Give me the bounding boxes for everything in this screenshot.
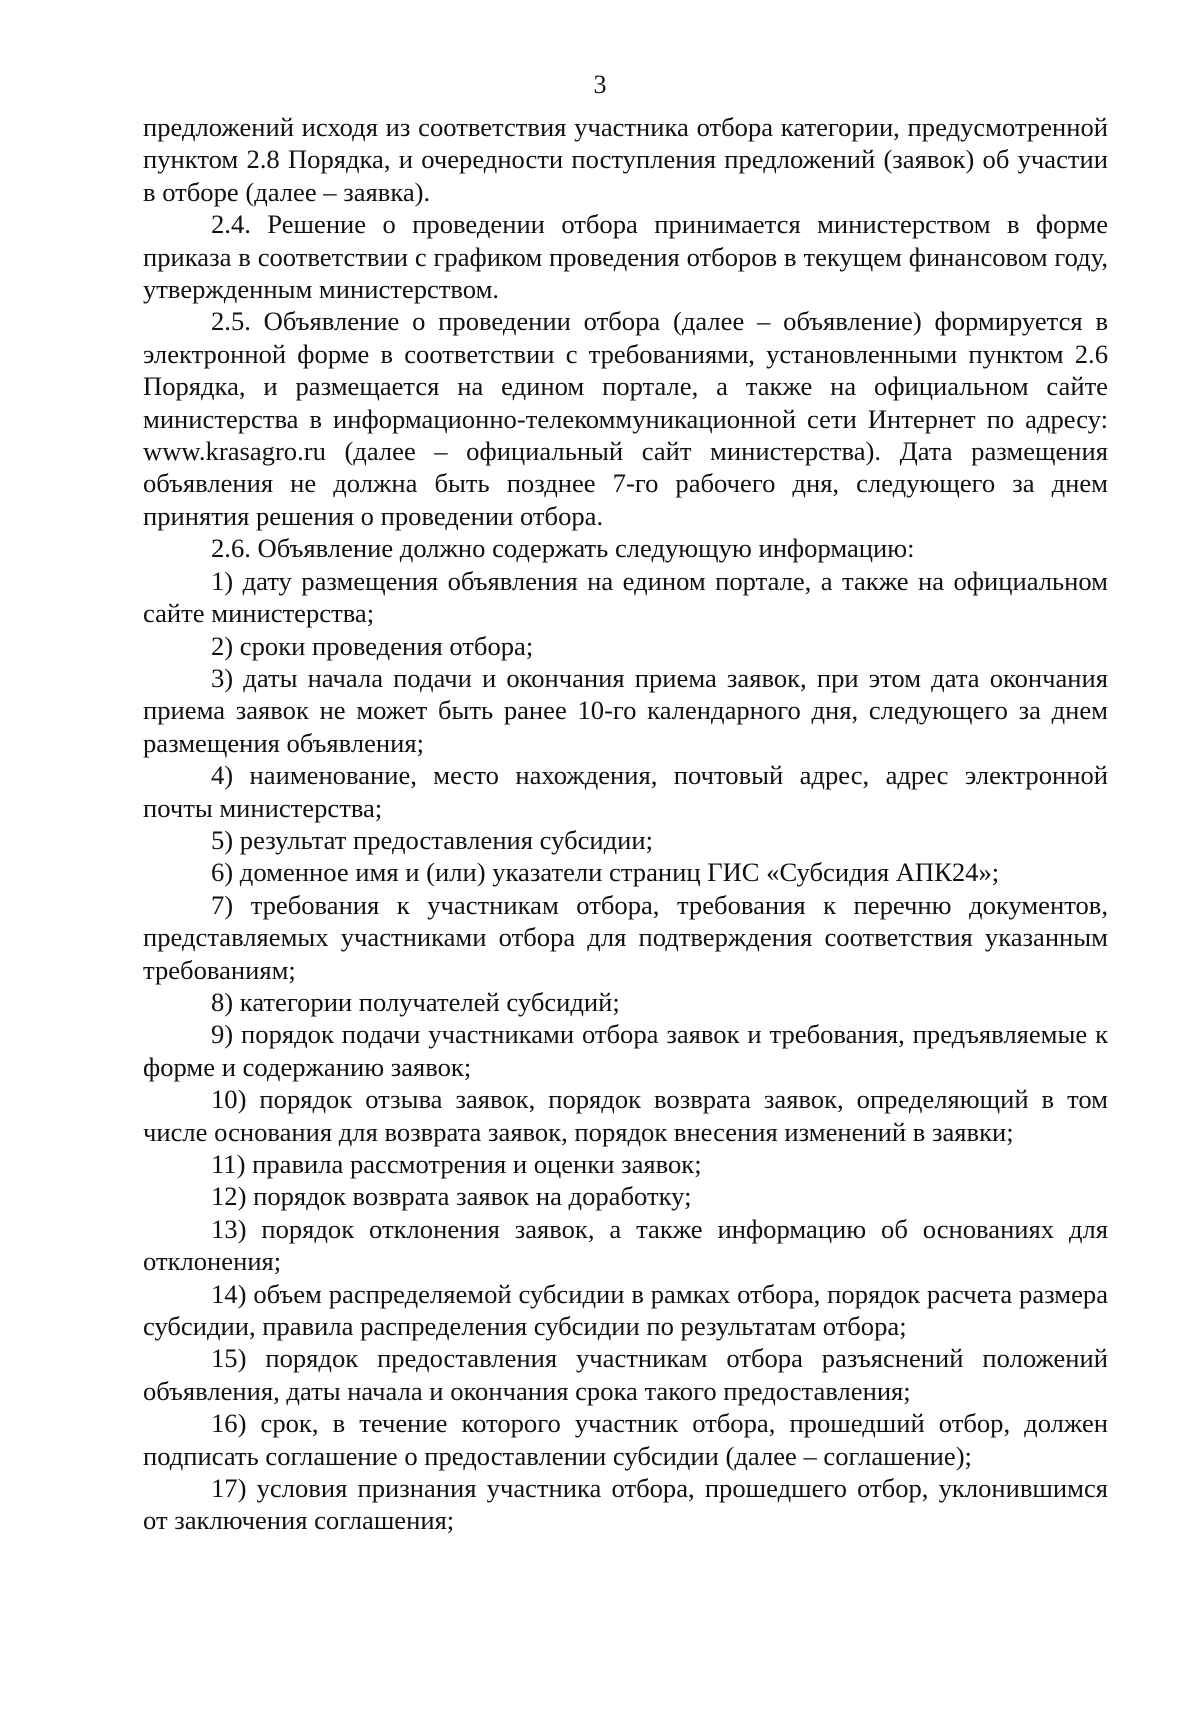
- list-item-1: 1) дату размещения объявления на едином портале, а также на официальном сайте министерства;: [143, 565, 1108, 629]
- list-item-17: 17) условия признания участника отбора, прошедшего отбор, уклонившимся от заключения соглашения;: [143, 1473, 1108, 1536]
- list-item-7: 7) требования к участникам отбора, требования к перечню документов, представляемых участниками отбора для подтверждения соответствия указанным требованиям;: [143, 889, 1108, 985]
- list-item-16: 16) срок, в течение которого участник отбора, прошедший отбор, должен подписать соглашение о предоставлении субсидии (далее – соглашение);: [143, 1408, 1108, 1471]
- list-item-13: 13) порядок отклонения заявок, а также информацию об основаниях для отклонения;: [143, 1213, 1108, 1277]
- list-item-14: 14) объем распределяемой субсидии в рамках отбора, порядок расчета размера субсидии, правила распределения субсидии по результатам отбора;: [143, 1278, 1108, 1342]
- list-item-3: 3) даты начала подачи и окончания приема заявок, при этом дата окончания приема заявок не может быть ранее 10-го календарного дня, следующего за днем размещения объявления;: [143, 662, 1108, 758]
- paragraph-2-4: 2.4. Решение о проведении отбора принимается министерством в форме приказа в соответствии с графиком проведения отборов в текущем финансовом году, утвержденным министерством.: [143, 209, 1108, 305]
- list-item-10: 10) порядок отзыва заявок, порядок возврата заявок, определяющий в том числе основания для возврата заявок, порядок внесения изменений в заявки;: [143, 1084, 1108, 1147]
- paragraph-continuation: предложений исходя из соответствия участника отбора категории, предусмотренной пунктом 2.8 Порядка, и очередности поступления предложений (заявок) об участии в отборе (далее – заявка).: [143, 112, 1108, 207]
- list-item-8: 8) категории получателей субсидий;: [211, 986, 620, 1017]
- list-item-12: 12) порядок возврата заявок на доработку;: [211, 1181, 692, 1212]
- list-item-2: 2) сроки проведения отбора;: [211, 630, 534, 661]
- paragraph-2-5: 2.5. Объявление о проведении отбора (далее – объявление) формируется в электронной форме в соответствии с требованиями, установленными пунктом 2.6 Порядка, и размещается на едином портале, а также на официальном сайте министерства в информационно-телекоммуникационной сети Интернет по адресу: www.krasagro.ru (далее – официальный сайт министерства). Дата размещения объявления не должна быть позднее 7-го рабочего дня, следующего за днем принятия решения о проведении отбора.: [143, 306, 1108, 531]
- list-item-11: 11) правила рассмотрения и оценки заявок;: [211, 1149, 702, 1179]
- document-body: [143, 111, 1108, 1537]
- paragraph-2-6: 2.6. Объявление должно содержать следующую информацию:: [211, 533, 915, 564]
- list-item-5: 5) результат предоставления субсидии;: [211, 824, 654, 855]
- list-item-6: 6) доменное имя и (или) указатели страниц ГИС «Субсидия АПК24»;: [211, 857, 1000, 888]
- list-item-9: 9) порядок подачи участниками отбора заявок и требования, предъявляемые к форме и содержанию заявок;: [143, 1019, 1108, 1082]
- list-item-15: 15) порядок предоставления участникам отбора разъяснений положений объявления, даты начала и окончания срока такого предоставления;: [143, 1343, 1108, 1406]
- list-item-4: 4) наименование, место нахождения, почтовый адрес, адрес электронной почты министерства;: [143, 760, 1108, 823]
- page-number: 3: [593, 70, 607, 99]
